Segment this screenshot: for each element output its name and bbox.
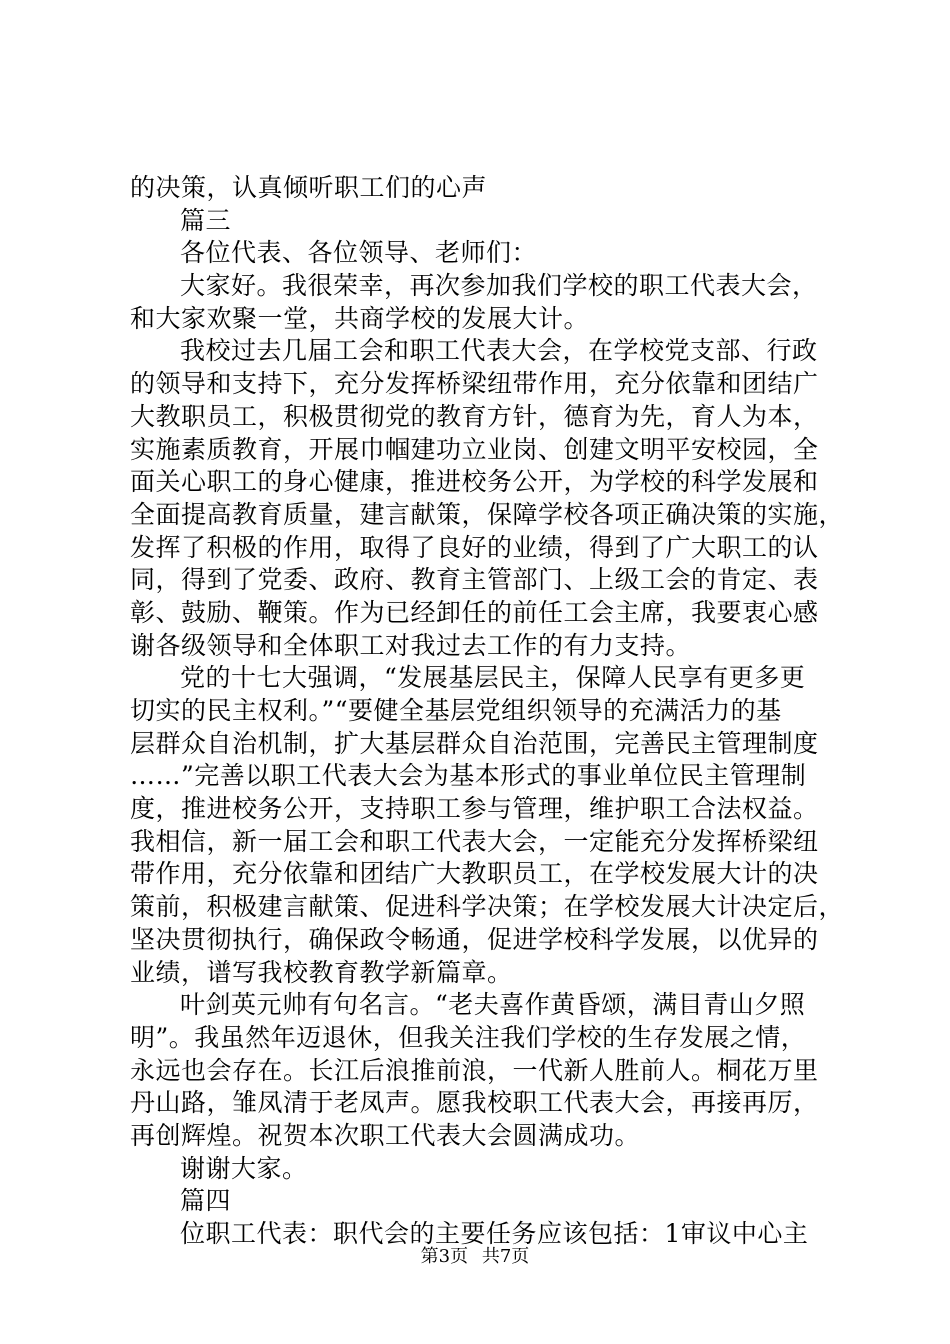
text-line: 永远也会存在。长江后浪推前浪，一代新人胜前人。桐花万里 [130, 1055, 819, 1085]
text-line: 党的十七大强调，“发展基层民主，保障人民享有更多更 [180, 663, 806, 693]
text-line: 谢各级领导和全体职工对我过去工作的有力支持。 [130, 630, 692, 660]
text-line: 坚决贯彻执行，确保政令畅通，促进学校科学发展，以优异的 [130, 924, 819, 954]
text-line: 带作用，充分依靠和团结广大教职员工，在学校发展大计的决 [130, 859, 819, 889]
text-line: 面关心职工的身心健康，推进校务公开，为学校的科学发展和 [130, 467, 819, 497]
text-line: 我校过去几届工会和职工代表大会，在学校党支部、行政 [180, 336, 818, 366]
text-line: 谢谢大家。 [180, 1153, 308, 1183]
text-line: 发挥了积极的作用，取得了良好的业绩，得到了广大职工的认 [130, 532, 819, 562]
text-line: 切实的民主权利。”“要健全基层党组织领导的充满活力的基 [130, 696, 782, 725]
text-line: 大教职员工，积极贯彻党的教育方针，德育为先，育人为本， [130, 401, 819, 431]
text-line: 叶剑英元帅有句名言。“老夫喜作黄昏颂，满目青山夕照 [180, 990, 806, 1020]
page-total: 共7页 [481, 1246, 530, 1267]
text-line: 实施素质教育，开展巾帼建功立业岗、创建文明平安校园，全 [130, 434, 819, 464]
text-line: 的决策，认真倾听职工们的心声 [130, 173, 488, 202]
text-line: 的领导和支持下，充分发挥桥梁纽带作用，充分依靠和团结广 [130, 369, 819, 399]
text-line: ……”完善以职工代表大会为基本形式的事业单位民主管理制 [130, 761, 807, 791]
text-line: 我相信，新一届工会和职工代表大会，一定能充分发挥桥梁纽 [130, 826, 819, 856]
text-line: 大家好。我很荣幸，再次参加我们学校的职工代表大会， [180, 271, 818, 301]
page-footer [0, 1245, 950, 1269]
text-line: 策前，积极建言献策、促进科学决策；在学校发展大计决定后， [130, 892, 845, 922]
document-body [130, 172, 850, 1251]
text-line: 和大家欢聚一堂，共商学校的发展大计。 [130, 303, 590, 333]
page-number: 第3页 [420, 1246, 469, 1267]
text-line: 篇四 [180, 1186, 232, 1216]
text-line: 篇三 [180, 205, 232, 235]
text-line: 再创辉煌。祝贺本次职工代表大会圆满成功。 [130, 1120, 641, 1150]
text-line: 丹山路，雏凤清于老凤声。愿我校职工代表大会，再接再厉， [130, 1088, 819, 1118]
text-line: 全面提高教育质量，建言献策，保障学校各项正确决策的实施， [130, 499, 845, 529]
text-line: 度，推进校务公开，支持职工参与管理，维护职工合法权益。 [130, 794, 819, 824]
text-line: 层群众自治机制，扩大基层群众自治范围，完善民主管理制度 [130, 728, 819, 758]
text-line: 明”。我虽然年迈退休，但我关注我们学校的生存发展之情， [130, 1022, 807, 1052]
text-line: 彰、鼓励、鞭策。作为已经卸任的前任工会主席，我要衷心感 [130, 597, 819, 627]
text-line: 位职工代表：职代会的主要任务应该包括：1审议中心主 [180, 1219, 809, 1248]
text-line: 各位代表、各位领导、老师们： [180, 238, 538, 268]
text-line: 同，得到了党委、政府、教育主管部门、上级工会的肯定、表 [130, 565, 819, 595]
text-line: 业绩，谱写我校教育教学新篇章。 [130, 957, 513, 987]
